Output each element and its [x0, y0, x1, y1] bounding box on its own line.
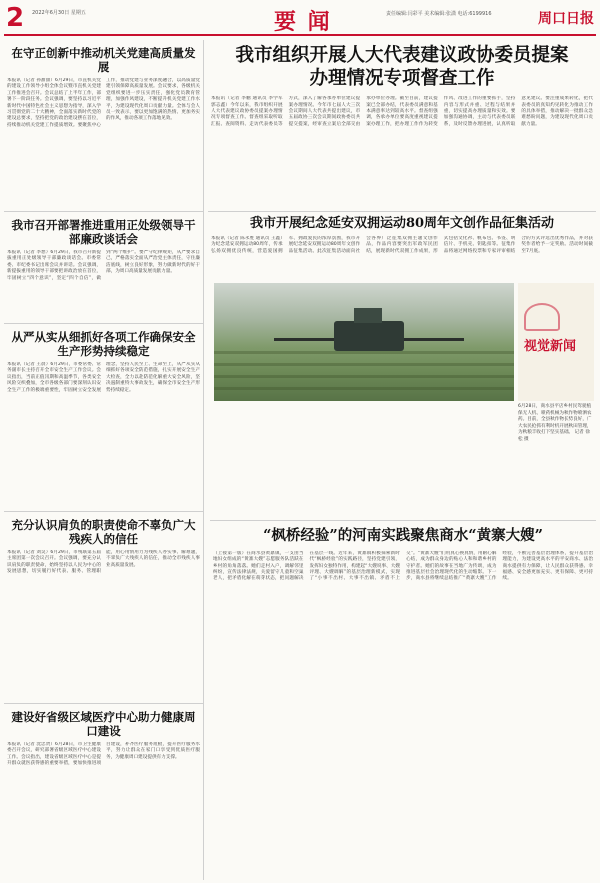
issue-date: 2022年6月30日 星期五 [32, 10, 86, 16]
article-headline: “枫桥经验”的河南实践聚焦商水“黄寨大嫂” [263, 527, 543, 544]
article-fengqiao-feature[interactable] [210, 520, 596, 880]
article-body: 本报讯（记者 孙甜甜）6月29日，市直机关党的建设工作领导小组全体会议暨市直机关党建工作推进会召开。会议总结了上半年工作，部署下一阶段任务。会议强调，要坚持以习近平新时代中国特色社会主义思想为指导，深入学习贯彻党的二十大精神，全面落实新时代党的建设总要求，坚持把党的政治建设摆在首位，持续推动机关党建工作提质增效。要聚焦中心工作，推动党建与业务深度融合，以高质量党建引领保障高质量发展。会议要求，各级机关党组织要进一步压实责任，强化党员教育管理，加强作风建设，不断提升机关党建工作水平，为建设现代化周口贡献力量。全体与会人员一致表示，要以更加饱满的热情、更加务实的作风，推动各项工作落地见效。 [7, 78, 200, 128]
article-safety-production[interactable] [4, 324, 203, 512]
article-body: 本报讯（记者 李想）6月29日，我市召开新提拔重用正处级领导干部廉政谈话会。市委常委、市纪委书记出席会议并讲话。会议强调，新提拔重用的领导干部要把讲政治放在首位，牢固树立“四个意识”，坚定“四个自信”，做到“两个维护”。要严守纪律规矩，从严要求自己，严格落实全面从严治党主体责任，守住廉洁底线，树立良好形象，努力做新时代的好干部，为周口高质量发展贡献力量。 [7, 250, 200, 281]
article-headline: 我市召开部署推进重用正处级领导干部廉政谈话会 [11, 218, 196, 247]
article-integrity-talk[interactable] [4, 212, 203, 324]
lead-headline [211, 40, 593, 96]
lead-headline-line2: 办理情况专项督查工作 [309, 68, 495, 90]
article-body: 本报讯（记者 陈永胜 通讯员 王鑫）为纪念延安双拥运动80周年，传承弘扬双拥优良传统，营造爱国拥军、拥政爱民的浓厚氛围，我市开展纪念延安双拥运动80周年文创作品征集活动。此次征集活动面向社会各界广泛征集双拥主题文创作品，作品内容要突出军政军民团结，展现新时代双拥工作成果，形式包括文化衫、帆布包、书签、明信片、手机壳、钥匙扣等。征集作品将通过网络投票和专家评审相结合的方式评选出优秀作品，并对获奖作者给予一定奖励。活动时间截至7月底。 [211, 235, 593, 254]
editor-credits: 责任编辑:闫彩平 美术编辑:张潇 电话:6199916 [386, 11, 492, 17]
newspaper-logo: 周口日报 [538, 11, 594, 27]
article-proposal-supervision[interactable] [208, 40, 596, 212]
article-disability-federation[interactable] [4, 512, 203, 704]
visual-news-badge: 视觉新闻 [524, 339, 577, 354]
article-headline: 建设好省级区域医疗中心助力健康周口建设 [11, 710, 196, 739]
masthead [4, 3, 596, 36]
photo-caption: 6月28日，商水县平店乡村民驾驶植保无人机、喷药机械为秋作物喷洒农药。目前，全县秋作物长势良好，广大农民抢抓有利时机开展秋田管理，为秋粮丰收打下坚实基础。 记者 徐松 摄 [518, 404, 592, 442]
page-number: 2 [6, 3, 25, 33]
visual-news-panel [518, 283, 594, 401]
article-body: （上接第一版）在商水县黄寨镇，一支由当地妇女组成的“黄寨大嫂”志愿服务队活跃在乡村的角角落落。她们走村入户，调解邻里纠纷，宣传法律法规，关爱留守儿童和空巢老人，把矛盾化解在萌芽状态，把问题解决在基层一线。近年来，黄寨镇积极探索新时代“枫桥经验”的实践路径，坚持党建引领，发挥妇女独特作用，构建起“大嫂说事、大嫂评理、大嫂调解”的基层治理新模式，实现了“小事不出村、大事不出镇、矛盾不上交”。“黄寨大嫂”们用真心换真情，用耐心解心结，成为群众身边的贴心人和和谐乡村的守护者。她们的故事在当地广为传颂，成为推进基层社会治理现代化的生动缩影。下一步，商水县将继续总结推广“黄寨大嫂”工作经验，不断完善基层治理体系，提升基层治理能力，为建设更高水平的平安商水、法治商水提供有力保障，让人民群众获得感、幸福感、安全感更加充实、更有保障、更可持续。 [213, 550, 593, 582]
article-headline: 从严从实从细抓好各项工作确保安全生产形势持续稳定 [11, 330, 196, 359]
article-body: 本报讯（记者 沈忠贤）6月28日，市卫生健康委召开会议，研究部署省级区域医疗中心建设工作。会议指出，建设省级区域医疗中心是提升群众就医获得感的重要举措，要加快推进项目建设，补齐医疗服务短板，提升医疗服务水平，努力让群众在家门口享受到优质医疗服务，为健康周口建设提供有力支撑。 [7, 742, 200, 767]
article-cultural-contest[interactable] [208, 212, 596, 282]
article-body: 本报讯（记者 王晨）6月29日，市委常委、常务副市长主持召开全市安全生产工作会议。会议指出，当前正值汛期和高温季节，各类安全风险交织叠加，全市各级各部门要深刻认识安全生产工作的极端重要性，牢固树立安全发展理念，坚持人民至上、生命至上，从严从实从细抓好各项安全防范措施，扎实开展安全生产大检查，全力以赴防范化解重大安全风险，坚决遏制重特大事故发生，确保全市安全生产形势持续稳定。 [7, 362, 200, 393]
sprayer-cab [354, 308, 382, 323]
article-headline: 充分认识肩负的职责使命不辜负广大残疾人的信任 [11, 518, 196, 547]
lead-headline-line1: 我市组织开展人大代表建议政协委员提案 [235, 45, 569, 66]
visual-news-emblem-icon [524, 303, 560, 331]
article-body: 本报讯（记者 李鹏 通讯员 李学军 郭志鑫）今年以来，我市组织开展人大代表建议政协委员提案办理情况专项督查工作。督查组采取听取汇报、查阅资料、走访代表委员等方式，深入了解各承办单位建议提案办理情况。今年市七届人大三次会议期间人大代表共提出建议，市五届政协三次会议期间政协委员共提交提案，经审查立案后全部交由承办单位办理。截至目前，建议提案已全部办结，代表委员满意和基本满意率达到较高水平。督查组强调，各承办单位要高度重视建议提案办理工作，把办理工作作为转变作风、改进工作的重要抓手，坚持内容与形式并重、过程与结果并重，切实提高办理质量和实效。要加强沟通协调，主动与代表委员联系，及时反馈办理进展，认真听取意见建议。要注重成果转化，把代表委员的真知灼见转化为推动工作的具体举措，推动解决一批群众急难愁盼问题，为建设现代化周口贡献力量。 [211, 96, 593, 127]
sprayer-vehicle [334, 321, 404, 351]
left-column [4, 40, 204, 880]
article-headline: 我市开展纪念延安双拥运动80周年文创作品征集活动 [249, 216, 555, 231]
article-medical-center[interactable] [4, 704, 203, 874]
article-party-building[interactable] [4, 40, 203, 212]
article-headline: 在守正创新中推动机关党建高质量发展 [11, 46, 196, 75]
news-photo-farmland[interactable] [214, 283, 514, 401]
section-title: 要 闻 [274, 9, 332, 35]
article-body: 本报讯（记者 刘昊）6月29日，市残联第五届主席团第一次会议召开。会议强调，要充分认识肩负的职责使命，始终坚持以人民为中心的发展思想，切实履行好代表、服务、管理职能，用心用情用力为残疾人办实事、解难题，不辜负广大残疾人的信任，推动全市残疾人事业高质量发展。 [7, 550, 200, 575]
